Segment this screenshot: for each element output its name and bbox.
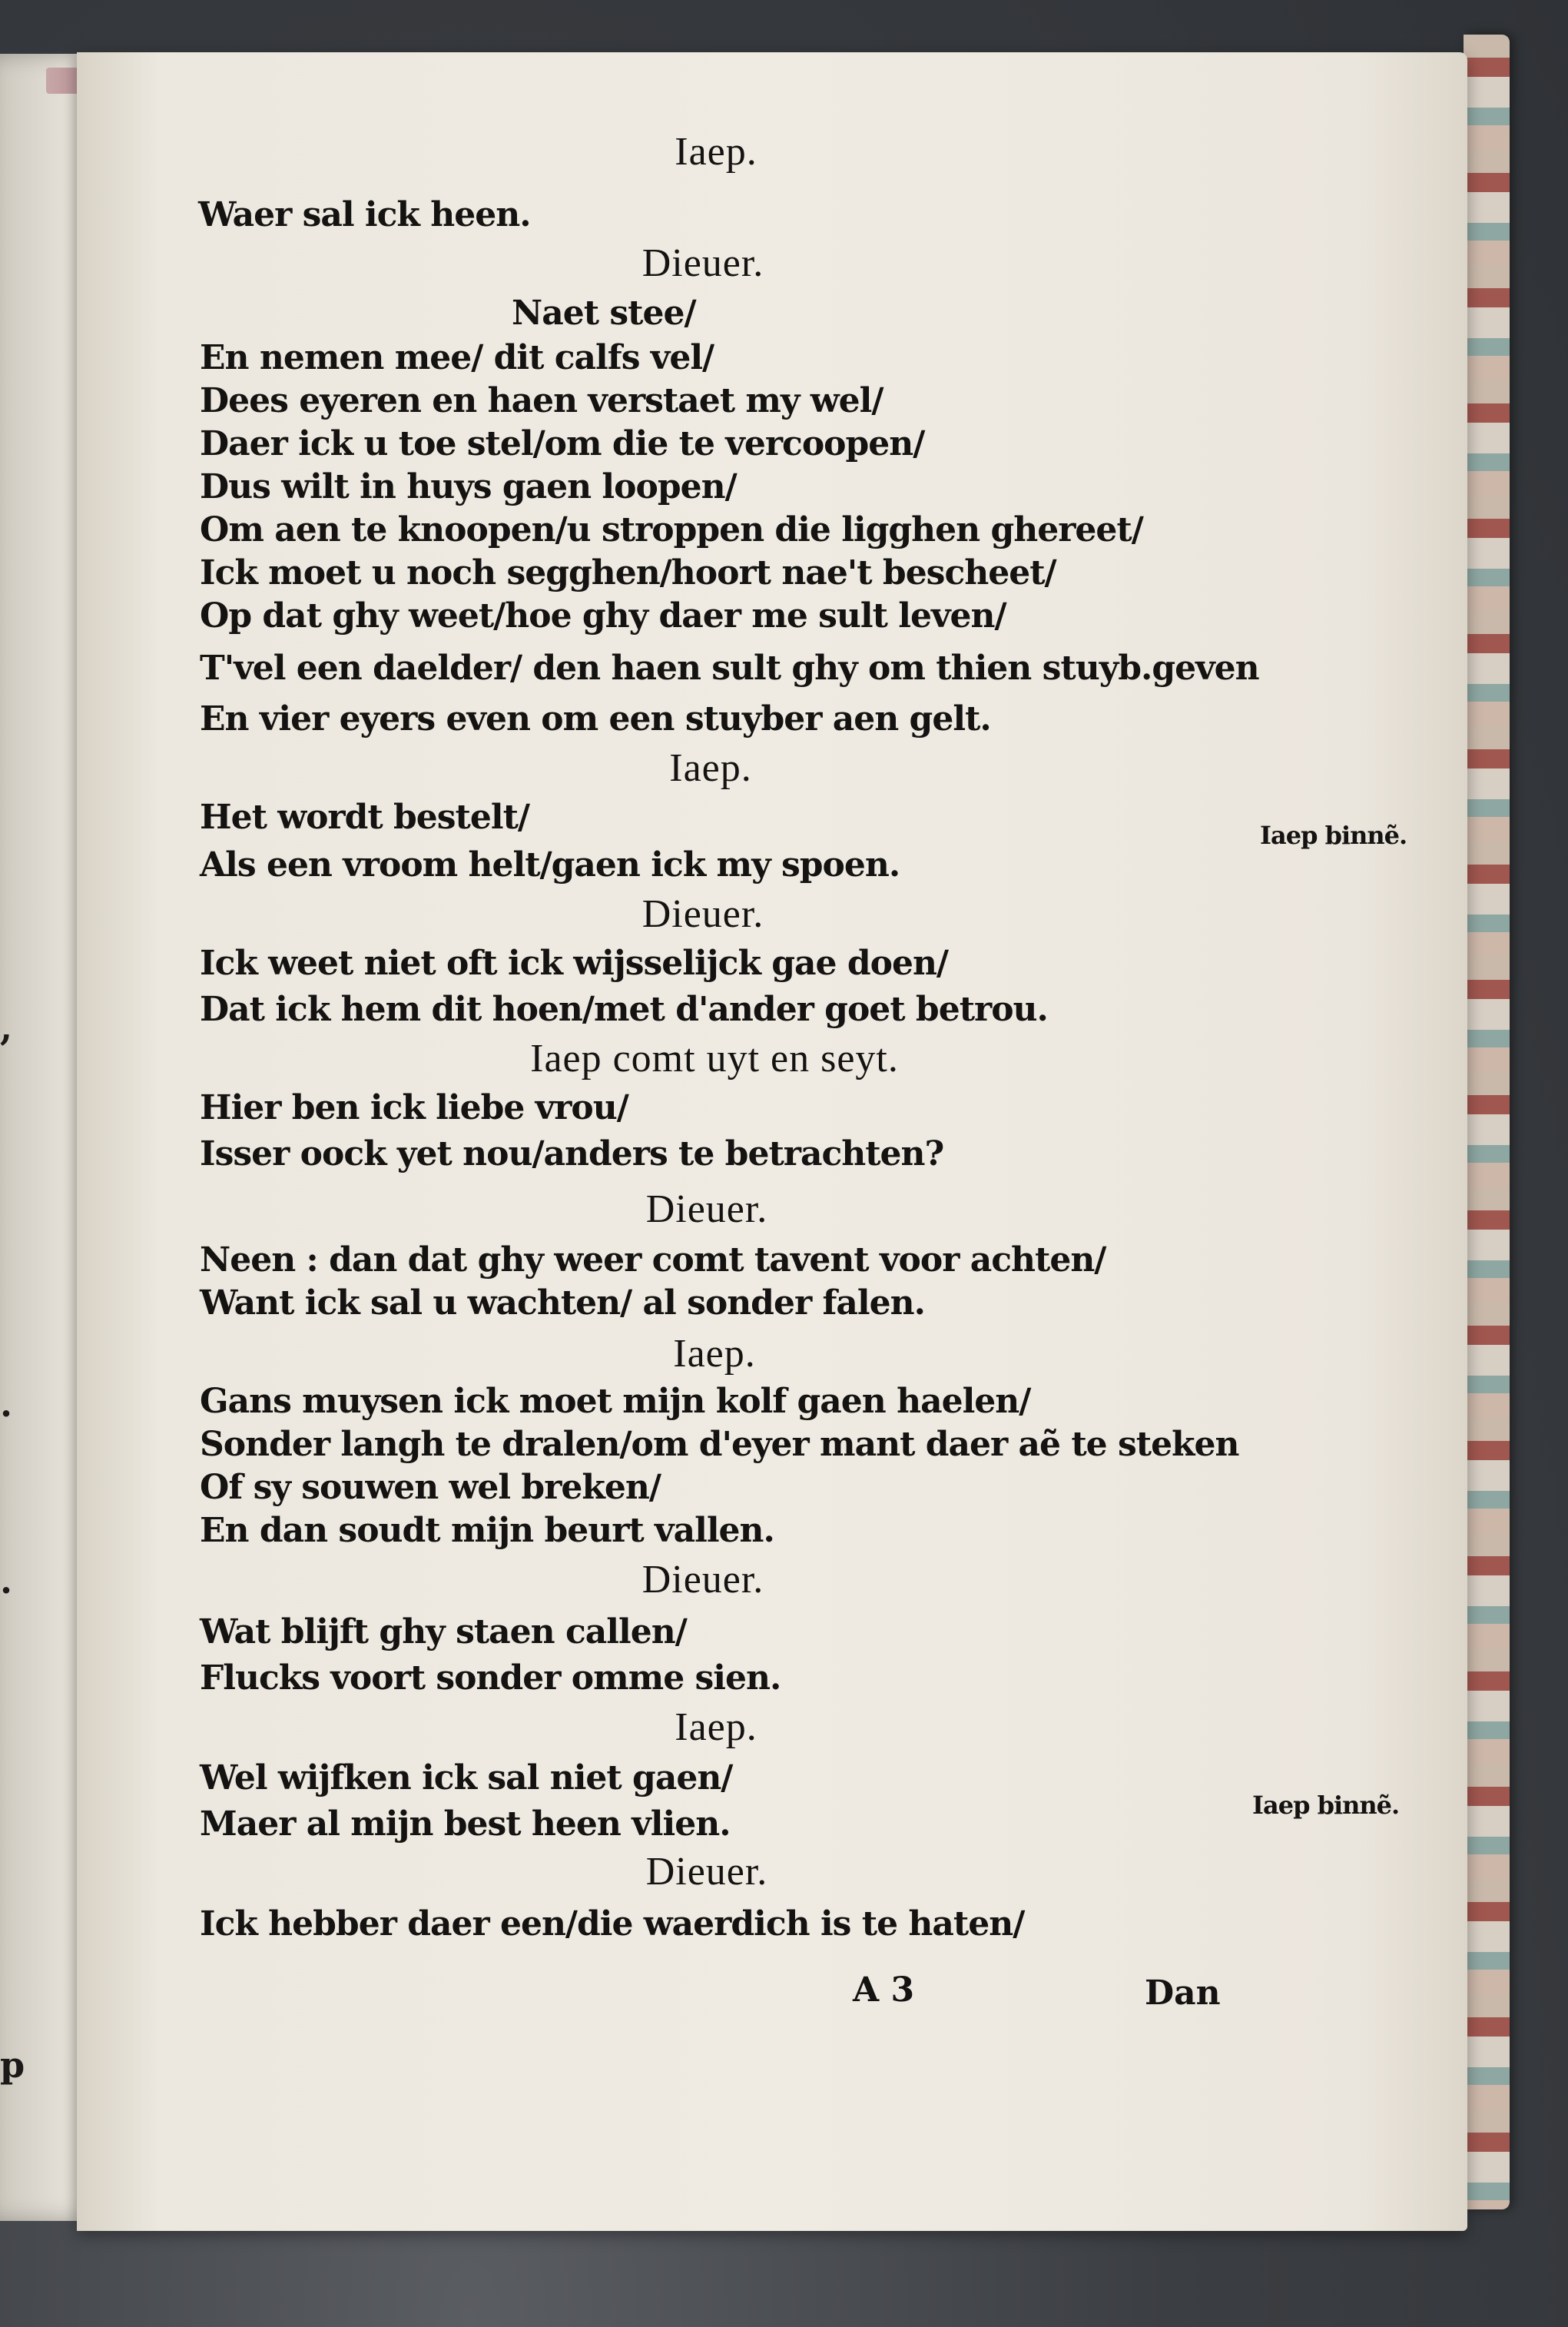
verse-line: Als een vroom helt/gaen ick my spoen. <box>200 845 900 885</box>
verse-line: Neen : dan dat ghy weer comt tavent voor achten/ <box>200 1240 1106 1280</box>
verse-line: Gans muysen ick moet mijn kolf gaen haelen/ <box>200 1382 1031 1421</box>
verse-line: Of sy souwen wel breken/ <box>200 1468 661 1507</box>
speaker-heading: Dieuer. <box>641 241 764 285</box>
verse-line: Isser oock yet nou/anders te betrachten? <box>200 1134 944 1173</box>
facing-page-fragment: . <box>0 1560 13 1602</box>
speaker-heading: Dieuer. <box>641 1558 764 1602</box>
verse-line: Want ick sal u wachten/ al sonder falen. <box>200 1283 925 1323</box>
verse-line: Wel wijfken ick sal niet gaen/ <box>200 1758 733 1798</box>
verse-line: Op dat ghy weet/hoe ghy daer me sult leven/ <box>200 596 1006 636</box>
verse-line: En vier eyers even om een stuyber aen gelt. <box>200 699 991 739</box>
speaker-heading: Dieuer. <box>645 1187 768 1231</box>
verse-line: Maer al mijn best heen vlien. <box>200 1804 731 1844</box>
verse-line: Flucks voort sonder omme sien. <box>200 1658 781 1698</box>
verse-line: Ick hebber daer een/die waerdich is te haten/ <box>200 1904 1025 1944</box>
verse-line: Dus wilt in huys gaen loopen/ <box>200 467 737 506</box>
verse-line: En nemen mee/ dit calfs vel/ <box>200 338 714 377</box>
verse-line: Het wordt bestelt/ <box>200 798 529 837</box>
verse-line: T'vel een daelder/ den haen sult ghy om thien stuyb.geven <box>200 649 1259 688</box>
verse-line: Dat ick hem dit hoen/met d'ander goet betrou. <box>200 990 1048 1029</box>
speaker-heading: Dieuer. <box>645 1850 768 1894</box>
speaker-heading: Iaep comt uyt en seyt. <box>530 1037 899 1081</box>
verse-line: Ick weet niet oft ick wijsselijck gae doen/ <box>200 944 949 983</box>
verse-line: Hier ben ick liebe vrou/ <box>200 1088 628 1127</box>
facing-page-fragment: , <box>0 1007 13 1048</box>
speaker-heading: Iaep. <box>675 1705 757 1749</box>
verse-line: Dees eyeren en haen verstaet my wel/ <box>200 381 883 420</box>
book-page <box>77 52 1467 2231</box>
speaker-heading: Iaep. <box>669 746 752 790</box>
book-edge <box>1464 35 1510 2209</box>
header-speaker: Iaep. <box>675 130 757 174</box>
verse-line: Daer ick u toe stel/om die te vercoopen/ <box>200 424 925 463</box>
verse-line: Wat blijft ghy staen callen/ <box>200 1612 687 1651</box>
verse-line: En dan soudt mijn beurt vallen. <box>200 1511 774 1550</box>
speaker-heading: Iaep. <box>673 1332 756 1376</box>
margin-stage-direction: Iaep binnẽ. <box>1252 1791 1400 1820</box>
facing-page-fragment: . <box>0 1383 13 1425</box>
facing-page-fragment: p <box>0 2044 25 2086</box>
verse-line: Naet stee/ <box>512 294 696 333</box>
verse-line: Sonder langh te dralen/om d'eyer mant daer aẽ te steken <box>200 1425 1239 1464</box>
verse-line: Waer sal ick heen. <box>198 195 531 234</box>
catchword: Dan <box>1145 1973 1221 2013</box>
signature-mark: A 3 <box>853 1970 915 2010</box>
verse-line: Ick moet u noch segghen/hoort nae't bescheet/ <box>200 553 1056 593</box>
verse-line: Om aen te knoopen/u stroppen die ligghen ghereet/ <box>200 510 1143 549</box>
speaker-heading: Dieuer. <box>641 892 764 936</box>
margin-stage-direction: Iaep binnẽ. <box>1260 821 1407 850</box>
